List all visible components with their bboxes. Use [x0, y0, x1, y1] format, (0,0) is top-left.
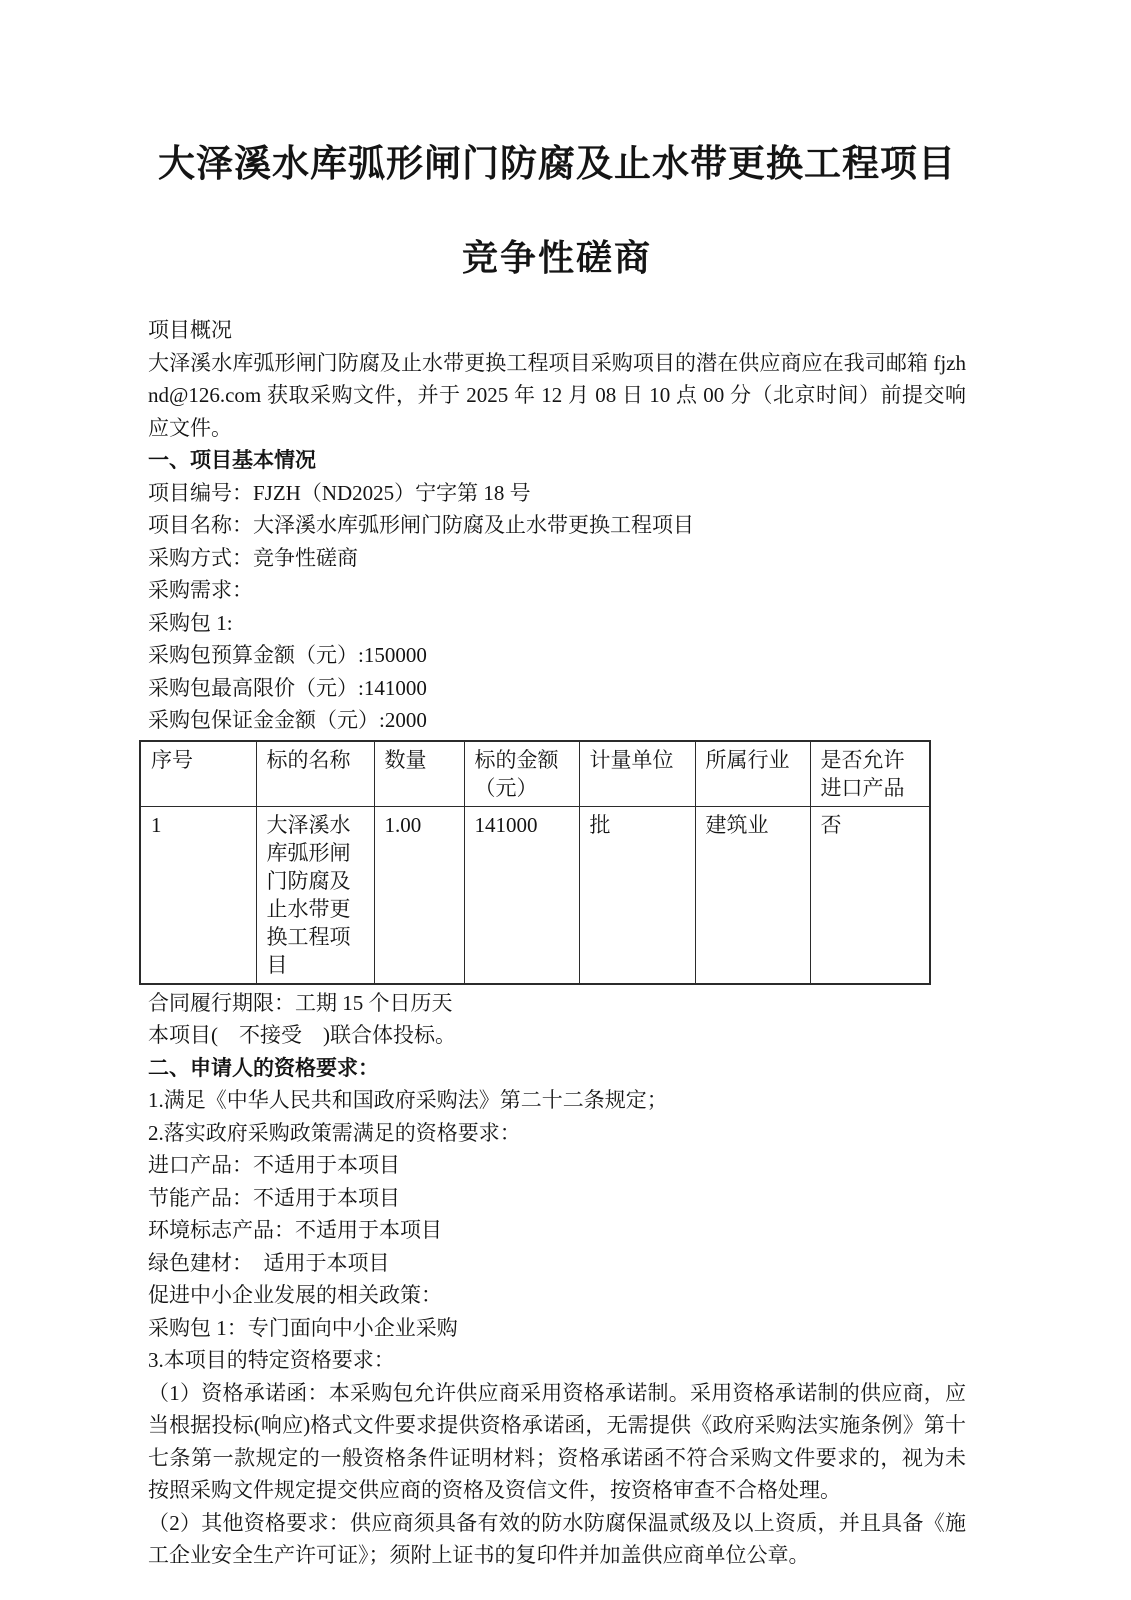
specific-qualification-line: 3.本项目的特定资格要求：	[148, 1348, 395, 1372]
sme-policy-line: 促进中小企业发展的相关政策：	[148, 1283, 442, 1307]
section2-heading: 二、申请人的资格要求：	[148, 1055, 379, 1080]
req-policy-line: 2.落实政府采购政策需满足的资格要求：	[148, 1120, 521, 1145]
header-subject-name: 标的名称	[256, 741, 374, 807]
package-max-price-line: 采购包最高限价（元）:141000	[148, 675, 427, 700]
unit-cell: 批	[579, 806, 695, 984]
quantity-cell: 1.00	[374, 806, 464, 984]
procurement-demand-line: 采购需求：	[148, 578, 253, 602]
header-serial: 序号	[140, 741, 256, 807]
package-budget-line: 采购包预算金额（元）:150000	[148, 643, 427, 667]
lot-table	[139, 740, 931, 985]
page-title: 大泽溪水库弧形闸门防腐及止水带更换工程项目	[158, 144, 956, 185]
import-product-line: 进口产品：不适用于本项目	[148, 1153, 400, 1177]
page-subtitle: 竞争性磋商	[461, 238, 652, 278]
section1-heading: 一、项目基本情况	[148, 448, 316, 472]
req-law-line: 1.满足《中华人民共和国政府采购法》第二十二条规定；	[148, 1088, 668, 1112]
energy-saving-line: 节能产品：不适用于本项目	[148, 1185, 400, 1210]
serial-cell: 1	[140, 806, 256, 984]
overview-heading: 项目概况	[148, 318, 232, 342]
project-number-line: 项目编号：FJZH（ND2025）宁字第 18 号	[148, 480, 531, 505]
sme-package-line: 采购包 1：专门面向中小企业采购	[148, 1315, 458, 1340]
header-import-allowed: 是否允许进口产品	[810, 741, 930, 807]
document-content	[148, 142, 966, 1572]
industry-cell: 建筑业	[695, 806, 810, 984]
import-allowed-cell: 否	[810, 806, 930, 984]
env-label-line: 环境标志产品：不适用于本项目	[148, 1218, 442, 1242]
header-industry: 所属行业	[695, 741, 810, 807]
qualification-commitment-paragraph: （1）资格承诺函：本采购包允许供应商采用资格承诺制。采用资格承诺制的供应商，应当根据投标(响应)格式文件要求提供资格承诺函，无需提供《政府采购法实施条例》第十七条第一款规定的一般资格条件证明材料；资格承诺函不符合采购文件要求的，视为未按照采购文件规定提交供应商的资格及资信文件，按资格审查不合格处理。	[148, 1380, 966, 1502]
package-deposit-line: 采购包保证金金额（元）:2000	[148, 708, 427, 732]
green-material-line: 绿色建材： 适用于本项目	[148, 1250, 390, 1275]
package-line: 采购包 1:	[148, 610, 233, 635]
consortium-bid-line: 本项目( 不接受 )联合体投标。	[148, 1023, 456, 1047]
procurement-method-line: 采购方式：竞争性磋商	[148, 545, 358, 570]
overview-paragraph: 大泽溪水库弧形闸门防腐及止水带更换工程项目采购项目的潜在供应商应在我司邮箱 fjzhnd@126.com 获取采购文件，并于 2025 年 12 月 08 日 10 点 00 分（北京时间）前提交响应文件。	[148, 350, 966, 440]
other-qualification-paragraph: （2）其他资格要求：供应商须具备有效的防水防腐保温贰级及以上资质，并且具备《施工企业安全生产许可证》；须附上证书的复印件并加盖供应商单位公章。	[148, 1510, 966, 1567]
project-name-line: 项目名称：大泽溪水库弧形闸门防腐及止水带更换工程项目	[148, 513, 694, 537]
subject-name-cell: 大泽溪水库弧形闸门防腐及止水带更换工程项目	[256, 806, 374, 984]
lot-table-row	[140, 806, 930, 984]
contract-period-line: 合同履行期限：工期 15 个日历天	[148, 990, 453, 1015]
header-unit: 计量单位	[579, 741, 695, 807]
header-amount: 标的金额（元）	[464, 741, 579, 807]
header-quantity: 数量	[374, 741, 464, 807]
lot-table-header-row	[140, 741, 930, 807]
amount-cell: 141000	[464, 806, 579, 984]
